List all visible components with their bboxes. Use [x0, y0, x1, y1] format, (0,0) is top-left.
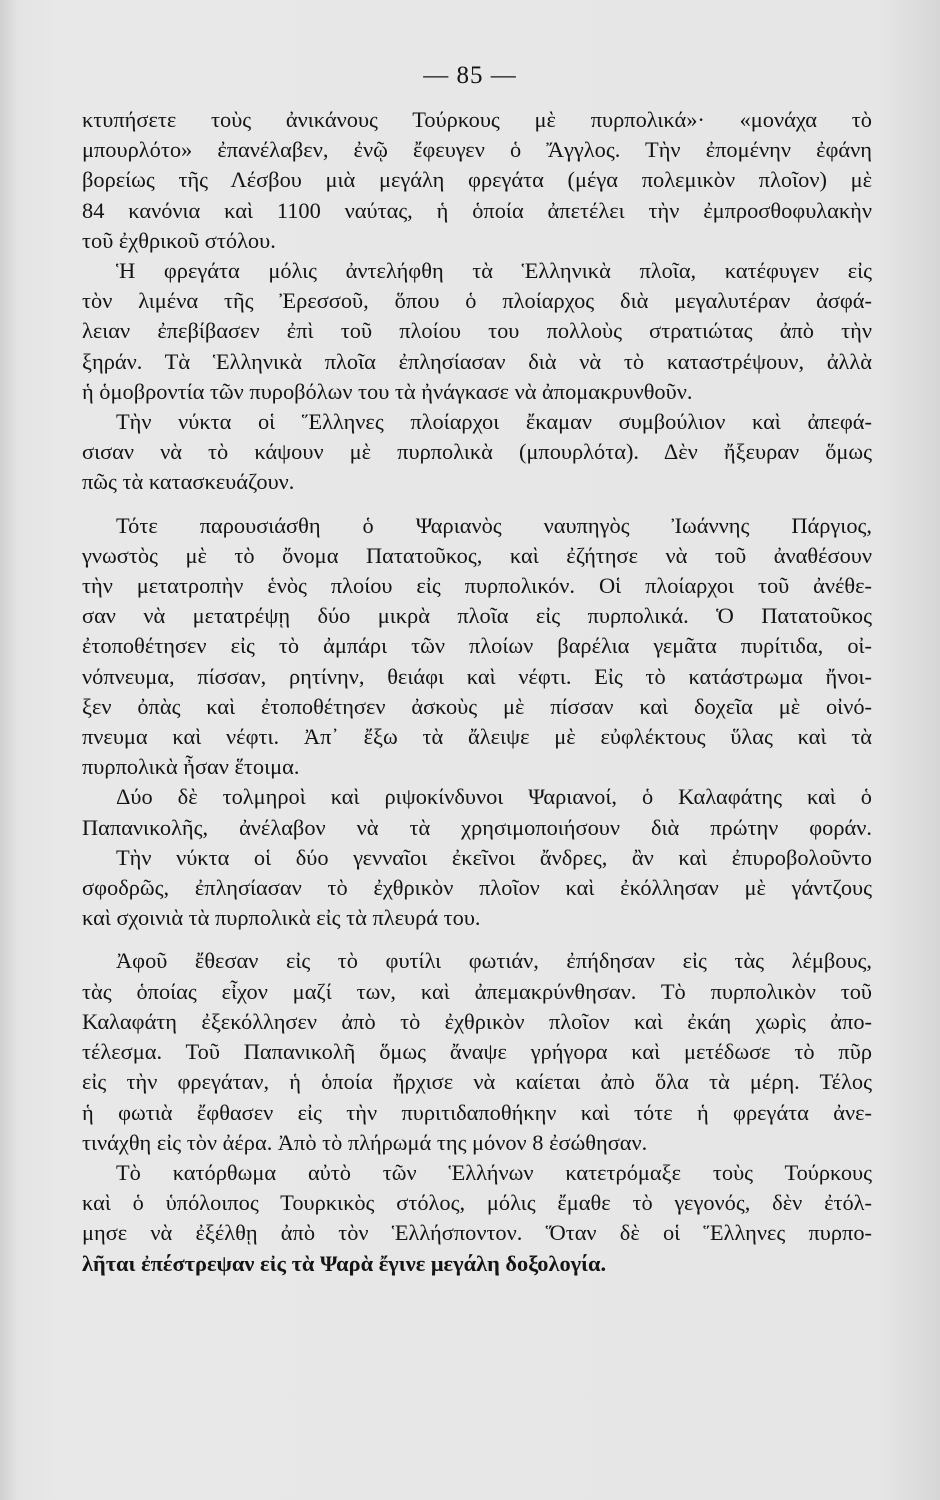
- text-line: λῆται ἐπέστρεψαν εἰς τὰ Ψαρὰ ἔγινε μεγάλη δοξολογία.: [82, 1250, 607, 1276]
- text-line: ἡ ὁμοβροντία τῶν πυροβόλων του τὰ ἠνάγκασε νὰ ἀπομακρυνθοῦν.: [82, 378, 693, 404]
- text-line: Καλαφάτη ἐξεκόλλησεν ἀπὸ τὸ ἐχθρικὸν πλοῖον καὶ ἐκάη χωρὶς ἀπο-: [82, 1008, 872, 1034]
- text-line: Τὸ κατόρθωμα αὐτὸ τῶν Ἑλλήνων κατετρόμαξε τοὺς Τούρκους: [116, 1159, 872, 1185]
- text-line: πυρπολικὰ ἦσαν ἕτοιμα.: [82, 754, 300, 780]
- text-line: πῶς τὰ κατασκευάζουν.: [82, 469, 295, 495]
- text-line: σφοδρῶς, ἐπλησίασαν τὸ ἐχθρικὸν πλοῖον καὶ ἐκόλλησαν μὲ γάντζους: [82, 875, 872, 901]
- body-text: [82, 105, 872, 1279]
- paragraph-7: [82, 946, 872, 1157]
- paragraph-1: [82, 105, 872, 256]
- text-line: ἐτοποθέτησεν εἰς τὸ ἀμπάρι τῶν πλοίων βαρέλια γεμᾶτα πυρίτιδα, οἰ-: [82, 633, 872, 659]
- text-line: Δύο δὲ τολμηροὶ καὶ ριψοκίνδυνοι Ψαριανοί, ὁ Καλαφάτης καὶ ὁ: [116, 784, 872, 810]
- text-line: μπουρλότο» ἐπανέλαβεν, ἐνῷ ἔφευγεν ὁ Ἄγγλος. Τὴν ἐπομένην ἐφάνη: [82, 137, 872, 163]
- text-line: Ἡ φρεγάτα μόλις ἀντελήφθη τὰ Ἑλληνικὰ πλοῖα, κατέφυγεν εἰς: [116, 258, 872, 284]
- text-line: μησε νὰ ἐξέλθῃ ἀπὸ τὸν Ἑλλήσποντον. Ὅταν δὲ οἱ Ἕλληνες πυρπο-: [82, 1220, 872, 1246]
- text-line: βορείως τῆς Λέσβου μιὰ μεγάλη φρεγάτα (μέγα πολεμικὸν πλοῖον) μὲ: [82, 167, 872, 193]
- text-line: ξηράν. Τὰ Ἑλληνικὰ πλοῖα ἐπλησίασαν διὰ νὰ τὸ καταστρέψουν, ἀλλὰ: [82, 348, 872, 374]
- page-number: — 85 —: [423, 62, 517, 89]
- text-line: κτυπήσετε τοὺς ἀνικάνους Τούρκους μὲ πυρπολικά»· «μονάχα τὸ: [82, 107, 872, 132]
- text-line: Τὴν νύκτα οἱ δύο γενναῖοι ἐκεῖνοι ἄνδρες, ἂν καὶ ἐπυροβολοῦντο: [116, 844, 872, 870]
- paragraph-4: [82, 511, 872, 783]
- paragraph-2: [82, 256, 872, 407]
- text-line: τέλεσμα. Τοῦ Παπανικολῆ ὅμως ἄναψε γρήγορα καὶ μετέδωσε τὸ πῦρ: [82, 1039, 872, 1065]
- text-line: Ἀφοῦ ἔθεσαν εἰς τὸ φυτίλι φωτιάν, ἐπήδησαν εἰς τὰς λέμβους,: [116, 948, 872, 974]
- text-line: εἰς τὴν φρεγάταν, ἡ ὁποία ἤρχισε νὰ καίεται ἀπὸ ὅλα τὰ μέρη. Τέλος: [82, 1069, 872, 1095]
- paragraph-3: [82, 407, 872, 498]
- text-line: τὰς ὁποίας εἶχον μαζί των, καὶ ἀπεμακρύνθησαν. Τὸ πυρπολικὸν τοῦ: [82, 978, 872, 1004]
- paragraph-8: [82, 1158, 872, 1279]
- text-line: νόπνευμα, πίσσαν, ρητίνην, θειάφι καὶ νέφτι. Εἰς τὸ κατάστρωμα ἤνοι-: [82, 663, 872, 689]
- text-line: λειαν ἐπεβίβασεν ἐπὶ τοῦ πλοίου του πολλοὺς στρατιώτας ἀπὸ τὴν: [82, 318, 872, 344]
- text-line: καὶ σχοινιὰ τὰ πυρπολικὰ εἰς τὰ πλευρά του.: [82, 905, 481, 931]
- text-line: τὴν μετατροπὴν ἑνὸς πλοίου εἰς πυρπολικόν. Οἱ πλοίαρχοι τοῦ ἀνέθε-: [82, 573, 872, 599]
- paragraph-gap: [82, 933, 872, 946]
- paragraph-5: [82, 782, 872, 842]
- text-line: Παπανικολῆς, ἀνέλαβον νὰ τὰ χρησιμοποιήσουν διὰ πρώτην φοράν.: [82, 814, 872, 840]
- text-line: τοῦ ἐχθρικοῦ στόλου.: [82, 227, 276, 253]
- text-line: ἡ φωτιὰ ἔφθασεν εἰς τὴν πυριτιδαποθήκην καὶ τότε ἡ φρεγάτα ἀνε-: [82, 1099, 872, 1125]
- text-line: Τότε παρουσιάσθη ὁ Ψαριανὸς ναυπηγὸς Ἰωάννης Πάργιος,: [116, 512, 872, 538]
- text-line: σαν νὰ μετατρέψῃ δύο μικρὰ πλοῖα εἰς πυρπολικά. Ὁ Πατατοῦκος: [82, 603, 872, 629]
- text-line: 84 κανόνια καὶ 1100 ναύτας, ἡ ὁποία ἀπετέλει τὴν ἐμπροσθοφυλακὴν: [82, 197, 872, 223]
- text-line: σισαν νὰ τὸ κάψουν μὲ πυρπολικὰ (μπουρλότα). Δὲν ἤξευραν ὅμως: [82, 439, 872, 465]
- text-line: τὸν λιμένα τῆς Ἐρεσσοῦ, ὅπου ὁ πλοίαρχος διὰ μεγαλυτέραν ἀσφά-: [82, 288, 872, 314]
- text-line: ξεν ὀπὰς καὶ ἐτοποθέτησεν ἀσκοὺς μὲ πίσσαν καὶ δοχεῖα μὲ οἰνό-: [82, 693, 872, 719]
- text-line: Τὴν νύκτα οἱ Ἕλληνες πλοίαρχοι ἔκαμαν συμβούλιον καὶ ἀπεφά-: [116, 409, 872, 435]
- paragraph-6: [82, 843, 872, 934]
- text-line: τινάχθη εἰς τὸν ἀέρα. Ἀπὸ τὸ πλήρωμά της μόνον 8 ἐσώθησαν.: [82, 1129, 648, 1155]
- text-line: γνωστὸς μὲ τὸ ὄνομα Πατατοῦκος, καὶ ἐζήτησε νὰ τοῦ ἀναθέσουν: [82, 542, 872, 568]
- text-line: πνευμα καὶ νέφτι. Ἀπ᾿ ἔξω τὰ ἄλειψε μὲ εὐφλέκτους ὕλας καὶ τὰ: [82, 724, 872, 750]
- text-line: καὶ ὁ ὑπόλοιπος Τουρκικὸς στόλος, μόλις ἔμαθε τὸ γεγονός, δὲν ἐτόλ-: [82, 1190, 872, 1216]
- paragraph-gap: [82, 498, 872, 511]
